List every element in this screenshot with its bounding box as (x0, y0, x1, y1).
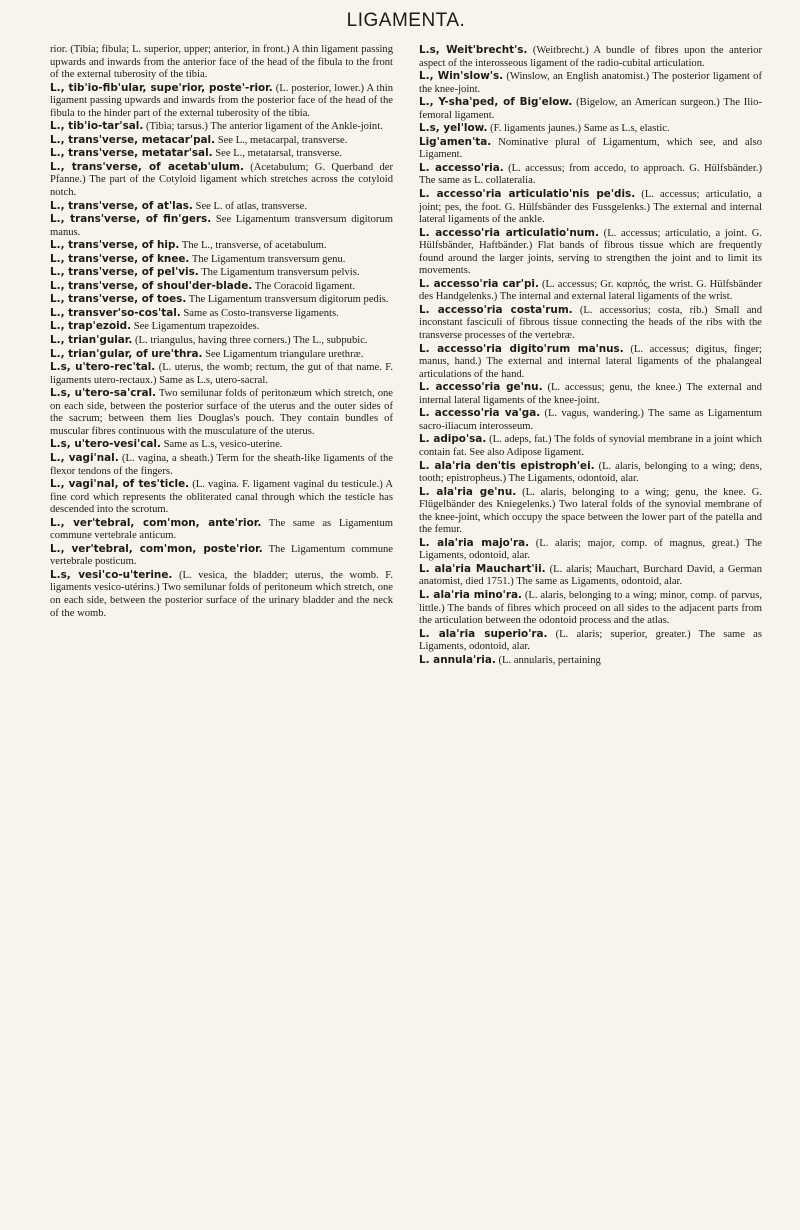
entry-definition: (L. accessus; genu, the knee.) The external and internal lateral ligaments of the knee-joint. (419, 382, 762, 406)
entry-headword: L.s, vesi'co-u'terine. (50, 568, 173, 581)
dictionary-entry (419, 122, 762, 136)
entry-definition: The Coracoid ligament. (254, 280, 356, 292)
dictionary-entry (419, 227, 762, 278)
dictionary-entry (419, 433, 762, 459)
entry-definition: (L. vesica, the bladder; uterus, the womb. F. ligaments vesico-utérins.) Two semilunar folds of peritoneum which stretch, one on each side, between the posterior surface of the urinary bladder and the neck of the womb. (50, 569, 393, 619)
entry-definition: The Ligamentum transversum pelvis. (201, 267, 360, 279)
entry-definition: (L. accessus; Gr. καρπός, the wrist. G. Hülfsbänder des Handgelenks.) The internal and external lateral ligaments of the wrist. (419, 278, 762, 303)
entry-definition: The Ligamentum transversum genu. (191, 253, 346, 265)
entry-definition: Same as Costo-transverse ligaments. (183, 307, 339, 319)
dictionary-entry (419, 460, 762, 486)
dictionary-entry (419, 381, 762, 407)
entry-definition: (L. accessus; digitus, finger; manus, hand.) The external and internal lateral ligaments of the phalangeal articulations of the hand. (419, 343, 762, 380)
entry-headword: L., trans'verse, metacar'pal. (50, 133, 216, 146)
entry-headword: L., Y-sha'ped, of Big'elow. (419, 96, 573, 109)
entry-definition: (L. accessorius; costa, rib.) Small and inconstant fasciculi of fibrous tissue connecting the heads of the ribs with the transverse processes of the vertebræ. (419, 304, 762, 342)
entry-definition: (F. ligaments jaunes.) Same as L.s, elastic. (490, 123, 670, 135)
dictionary-entry (419, 96, 762, 122)
entry-definition: See Ligamentum transversum digitorum manus. (50, 214, 393, 238)
entry-definition: See L. of atlas, transverse. (195, 200, 308, 212)
entry-definition: (L. alaris, belonging to a wing; minor, comp. of parvus, little.) The bands of fibres which proceed on all sides to the adjacent parts from the articulation between the odontoid process and the atlas. (419, 589, 762, 627)
entry-definition: (Winslow, an English anatomist.) The posterior ligament of the knee-joint. (419, 71, 763, 95)
entry-definition: Nominative plural of Ligamentum, which see, and also Ligament. (419, 136, 763, 161)
entry-definition: (Tibia; tarsus.) The anterior ligament of the Ankle-joint. (145, 121, 383, 133)
entry-definition: Same as L.s, vesico-uterine. (163, 439, 283, 451)
dictionary-entry (419, 304, 762, 343)
entry-headword: L., ver'tebral, com'mon, ante'rior. (50, 516, 262, 529)
dictionary-entry (50, 147, 393, 161)
dictionary-entry (50, 517, 393, 543)
entry-headword: L., tib'io-fib'ular, supe'rior, poste'-rior. (50, 81, 273, 94)
entry-headword: L., trans'verse, of at'las. (50, 199, 193, 212)
dictionary-entry (419, 486, 762, 537)
dictionary-entry (50, 569, 393, 620)
entry-headword: L. ala'ria mino'ra. (419, 588, 522, 601)
entry-definition: (L. alaris, belonging to a wing; dens, tooth; epistropheus.) The Ligaments, odontoid, alar. (419, 460, 762, 485)
dictionary-entry (50, 438, 393, 452)
entry-headword: L., trian'gular. (50, 334, 133, 347)
running-head: LIGAMENTA. (346, 10, 466, 31)
dictionary-entry (419, 136, 762, 162)
entry-definition: (L. alaris; major, comp. of magnus, great.) The Ligaments, odontoid, alar. (419, 537, 762, 562)
dictionary-entry (419, 70, 762, 96)
entry-headword: L., trans'verse, of hip. (50, 239, 180, 252)
entry-headword: L., trans'verse, of acetab'ulum. (50, 160, 244, 173)
entry-definition: (L. uterus, the womb; rectum, the gut of that name. F. ligaments utero-rectaux.) Same as L.s, utero-sacral. (50, 362, 393, 386)
entry-headword: L. accesso'ria articulatio'nis pe'dis. (419, 188, 636, 201)
dictionary-entry (50, 478, 393, 517)
dictionary-entry (50, 134, 393, 148)
entry-headword: L., tib'io-tar'sal. (50, 120, 144, 133)
dictionary-entry (50, 239, 393, 253)
entry-headword: L., trap'ezoid. (50, 320, 132, 333)
entry-definition: See L., metacarpal, transverse. (217, 134, 348, 146)
entry-headword: L. accesso'ria ge'nu. (419, 381, 543, 394)
dictionary-entry (419, 343, 762, 382)
dictionary-entry (419, 537, 762, 563)
entry-headword: L., trans'verse, of toes. (50, 293, 187, 306)
entry-headword: L. accesso'ria car'pi. (419, 277, 539, 290)
entry-headword: L. ala'ria Mauchart'ii. (419, 562, 546, 575)
entry-definition: See L., metatarsal, transverse. (215, 148, 343, 160)
entry-headword: L. accesso'ria digito'rum ma'nus. (419, 342, 624, 355)
entry-definition: (L. adeps, fat.) The folds of synovial membrane in a joint which contain fat. See also Adipose ligament. (419, 434, 762, 458)
entry-definition: (L. accessus; articulatio, a joint; pes, the foot. G. Hülfsbänder des Fussgelenks.) The external and internal lateral ligaments of the ankle. (419, 189, 762, 226)
entry-definition: (L. triangulus, having three corners.) The L., subpubic. (135, 335, 368, 347)
dictionary-entry (419, 589, 762, 628)
entry-headword: L. annula'ria. (419, 653, 496, 666)
entry-headword: L., trans'verse, of shoul'der-blade. (50, 279, 253, 292)
dictionary-entry (50, 82, 393, 121)
entry-headword: L. ala'ria ge'nu. (419, 485, 517, 498)
entry-definition: (L. vagina. F. ligament vaginal du testicule.) A fine cord which represents the obliterated canal through which the testicle has descended into the scrotum. (50, 479, 393, 516)
entry-definition: (L. posterior, lower.) A thin ligament passing upwards and inwards from the posterior face of the head of the fibula to the hinder part of the external tuberosity of the tibia. (50, 82, 393, 119)
dictionary-entry (50, 253, 393, 267)
entry-headword: L.s, yel'low. (419, 122, 488, 135)
entry-headword: L., transver'so-cos'tal. (50, 306, 181, 319)
dictionary-entry (50, 44, 393, 82)
entry-headword: L. adipo'sa. (419, 433, 487, 446)
entry-headword: L.s, Weit'brecht's. (419, 44, 528, 56)
two-column-body (50, 44, 762, 667)
entry-headword: L.s, u'tero-rec'tal. (50, 361, 156, 374)
entry-definition: The Ligamentum commune vertebrale posticum. (50, 543, 393, 568)
entry-headword: L. ala'ria den'tis epistroph'ei. (419, 459, 595, 472)
entry-definition: (L. vagina, a sheath.) Term for the sheath-like ligaments of the flexor tendons of the fingers. (50, 452, 393, 477)
entry-headword: L., trans'verse, of fin'gers. (50, 213, 212, 226)
entry-definition: (Bigelow, an American surgeon.) The Ilio-femoral ligament. (419, 97, 762, 121)
dictionary-entry (50, 266, 393, 280)
entry-headword: Lig'amen'ta. (419, 135, 492, 148)
dictionary-entry (50, 387, 393, 438)
entry-definition: The same as Ligamentum commune vertebrale anticum. (50, 517, 393, 542)
right-column (419, 44, 762, 667)
entry-headword: L. accesso'ria va'ga. (419, 407, 541, 420)
entry-definition: rior. (Tibia; fibula; L. superior, upper; anterior, in front.) A thin ligament passing upwards and inwards from the anterior face of the head of the fibula to the front of the external tuberosity of the tibia. (50, 44, 393, 81)
entry-headword: L., trans'verse, of knee. (50, 252, 190, 265)
dictionary-entry (419, 654, 762, 668)
dictionary-entry (50, 348, 393, 362)
dictionary-entry (419, 162, 762, 188)
dictionary-entry (50, 307, 393, 321)
dictionary-entry (50, 120, 393, 134)
dictionary-entry (50, 320, 393, 334)
entry-definition: (L. vagus, wandering.) The same as Ligamentum sacro-iliacum interosseum. (419, 408, 763, 432)
entry-definition: See Ligamentum trapezoides. (133, 321, 260, 333)
dictionary-entry (419, 188, 762, 227)
dictionary-entry (50, 200, 393, 214)
entry-definition: (L. annularis, pertaining (498, 654, 601, 666)
left-column (50, 44, 393, 667)
entry-headword: L., trian'gular, of ure'thra. (50, 347, 203, 360)
dictionary-entry (50, 161, 393, 200)
dictionary-entry (50, 452, 393, 478)
dictionary-entry (419, 44, 762, 70)
dictionary-entry (50, 213, 393, 239)
dictionary-entry (419, 628, 762, 654)
dictionary-entry (419, 407, 762, 433)
entry-headword: L., trans'verse, of pel'vis. (50, 266, 199, 279)
entry-headword: L.s, u'tero-sa'cral. (50, 387, 157, 400)
dictionary-entry (50, 280, 393, 294)
dictionary-entry (50, 293, 393, 307)
entry-headword: L. accesso'ria articulatio'num. (419, 226, 599, 239)
entry-definition: Two semilunar folds of peritonæum which stretch, one on each side, between the posterior surface of the uterus and the outer sides of the sacrum; between them lies Douglas's pouch. They contain bundles of muscular fibres continuous with the musculature of the uterus. (50, 388, 393, 437)
entry-headword: L., ver'tebral, com'mon, poste'rior. (50, 542, 263, 555)
dictionary-entry (50, 361, 393, 387)
dictionary-entry (419, 278, 762, 304)
entry-headword: L., vagi'nal. (50, 451, 119, 464)
entry-headword: L. ala'ria majo'ra. (419, 536, 530, 549)
entry-definition: (L. accessus; articulatio, a joint. G. Hülfsbänder, Haftbänder.) Flat bands of fibrous tissue which are frequently found around the larger joints, serving to strengthen the joint and to limit its movements. (419, 227, 763, 277)
entry-headword: L., Win'slow's. (419, 70, 504, 83)
entry-definition: (L. accessus; from accedo, to approach. G. Hülfsbänder.) The same as L. collateralia. (419, 162, 762, 187)
entry-headword: L. ala'ria superio'ra. (419, 627, 548, 640)
entry-headword: L. accesso'ria. (419, 161, 504, 174)
entry-headword: L., vagi'nal, of tes'ticle. (50, 478, 190, 491)
entry-definition: See Ligamentum triangulare urethræ. (205, 348, 364, 360)
entry-definition: (Acetabulum; G. Querband der Pfanne.) The part of the Cotyloid ligament which stretches across the cotyloid notch. (50, 161, 393, 199)
dictionary-entry (50, 543, 393, 569)
entry-headword: L., trans'verse, metatar'sal. (50, 147, 213, 160)
entry-definition: The Ligamentum transversum digitorum pedis. (188, 294, 389, 306)
entry-definition: (L. alaris, belonging to a wing; genu, the knee. G. Flügelbänder des Kniegelenks.) Two lateral folds of the synovial membrane of the knee-joint, which occupy the space between the lower part of the patella and the femur. (419, 486, 762, 536)
entry-definition: (Weitbrecht.) A bundle of fibres upon the anterior aspect of the interosseous ligament of the radio-cubital articulation. (419, 45, 762, 69)
entry-definition: (L. alaris; Mauchart, Burchard David, a German anatomist, died 1751.) The same as Ligaments, odontoid, alar. (419, 563, 762, 588)
entry-headword: L. accesso'ria costa'rum. (419, 303, 573, 316)
dictionary-entry (50, 334, 393, 348)
dictionary-entry (419, 563, 762, 589)
entry-definition: (L. alaris; superior, greater.) The same as Ligaments, odontoid, alar. (419, 628, 762, 653)
entry-headword: L.s, u'tero-vesi'cal. (50, 438, 161, 451)
entry-definition: The L., transverse, of acetabulum. (181, 240, 327, 252)
